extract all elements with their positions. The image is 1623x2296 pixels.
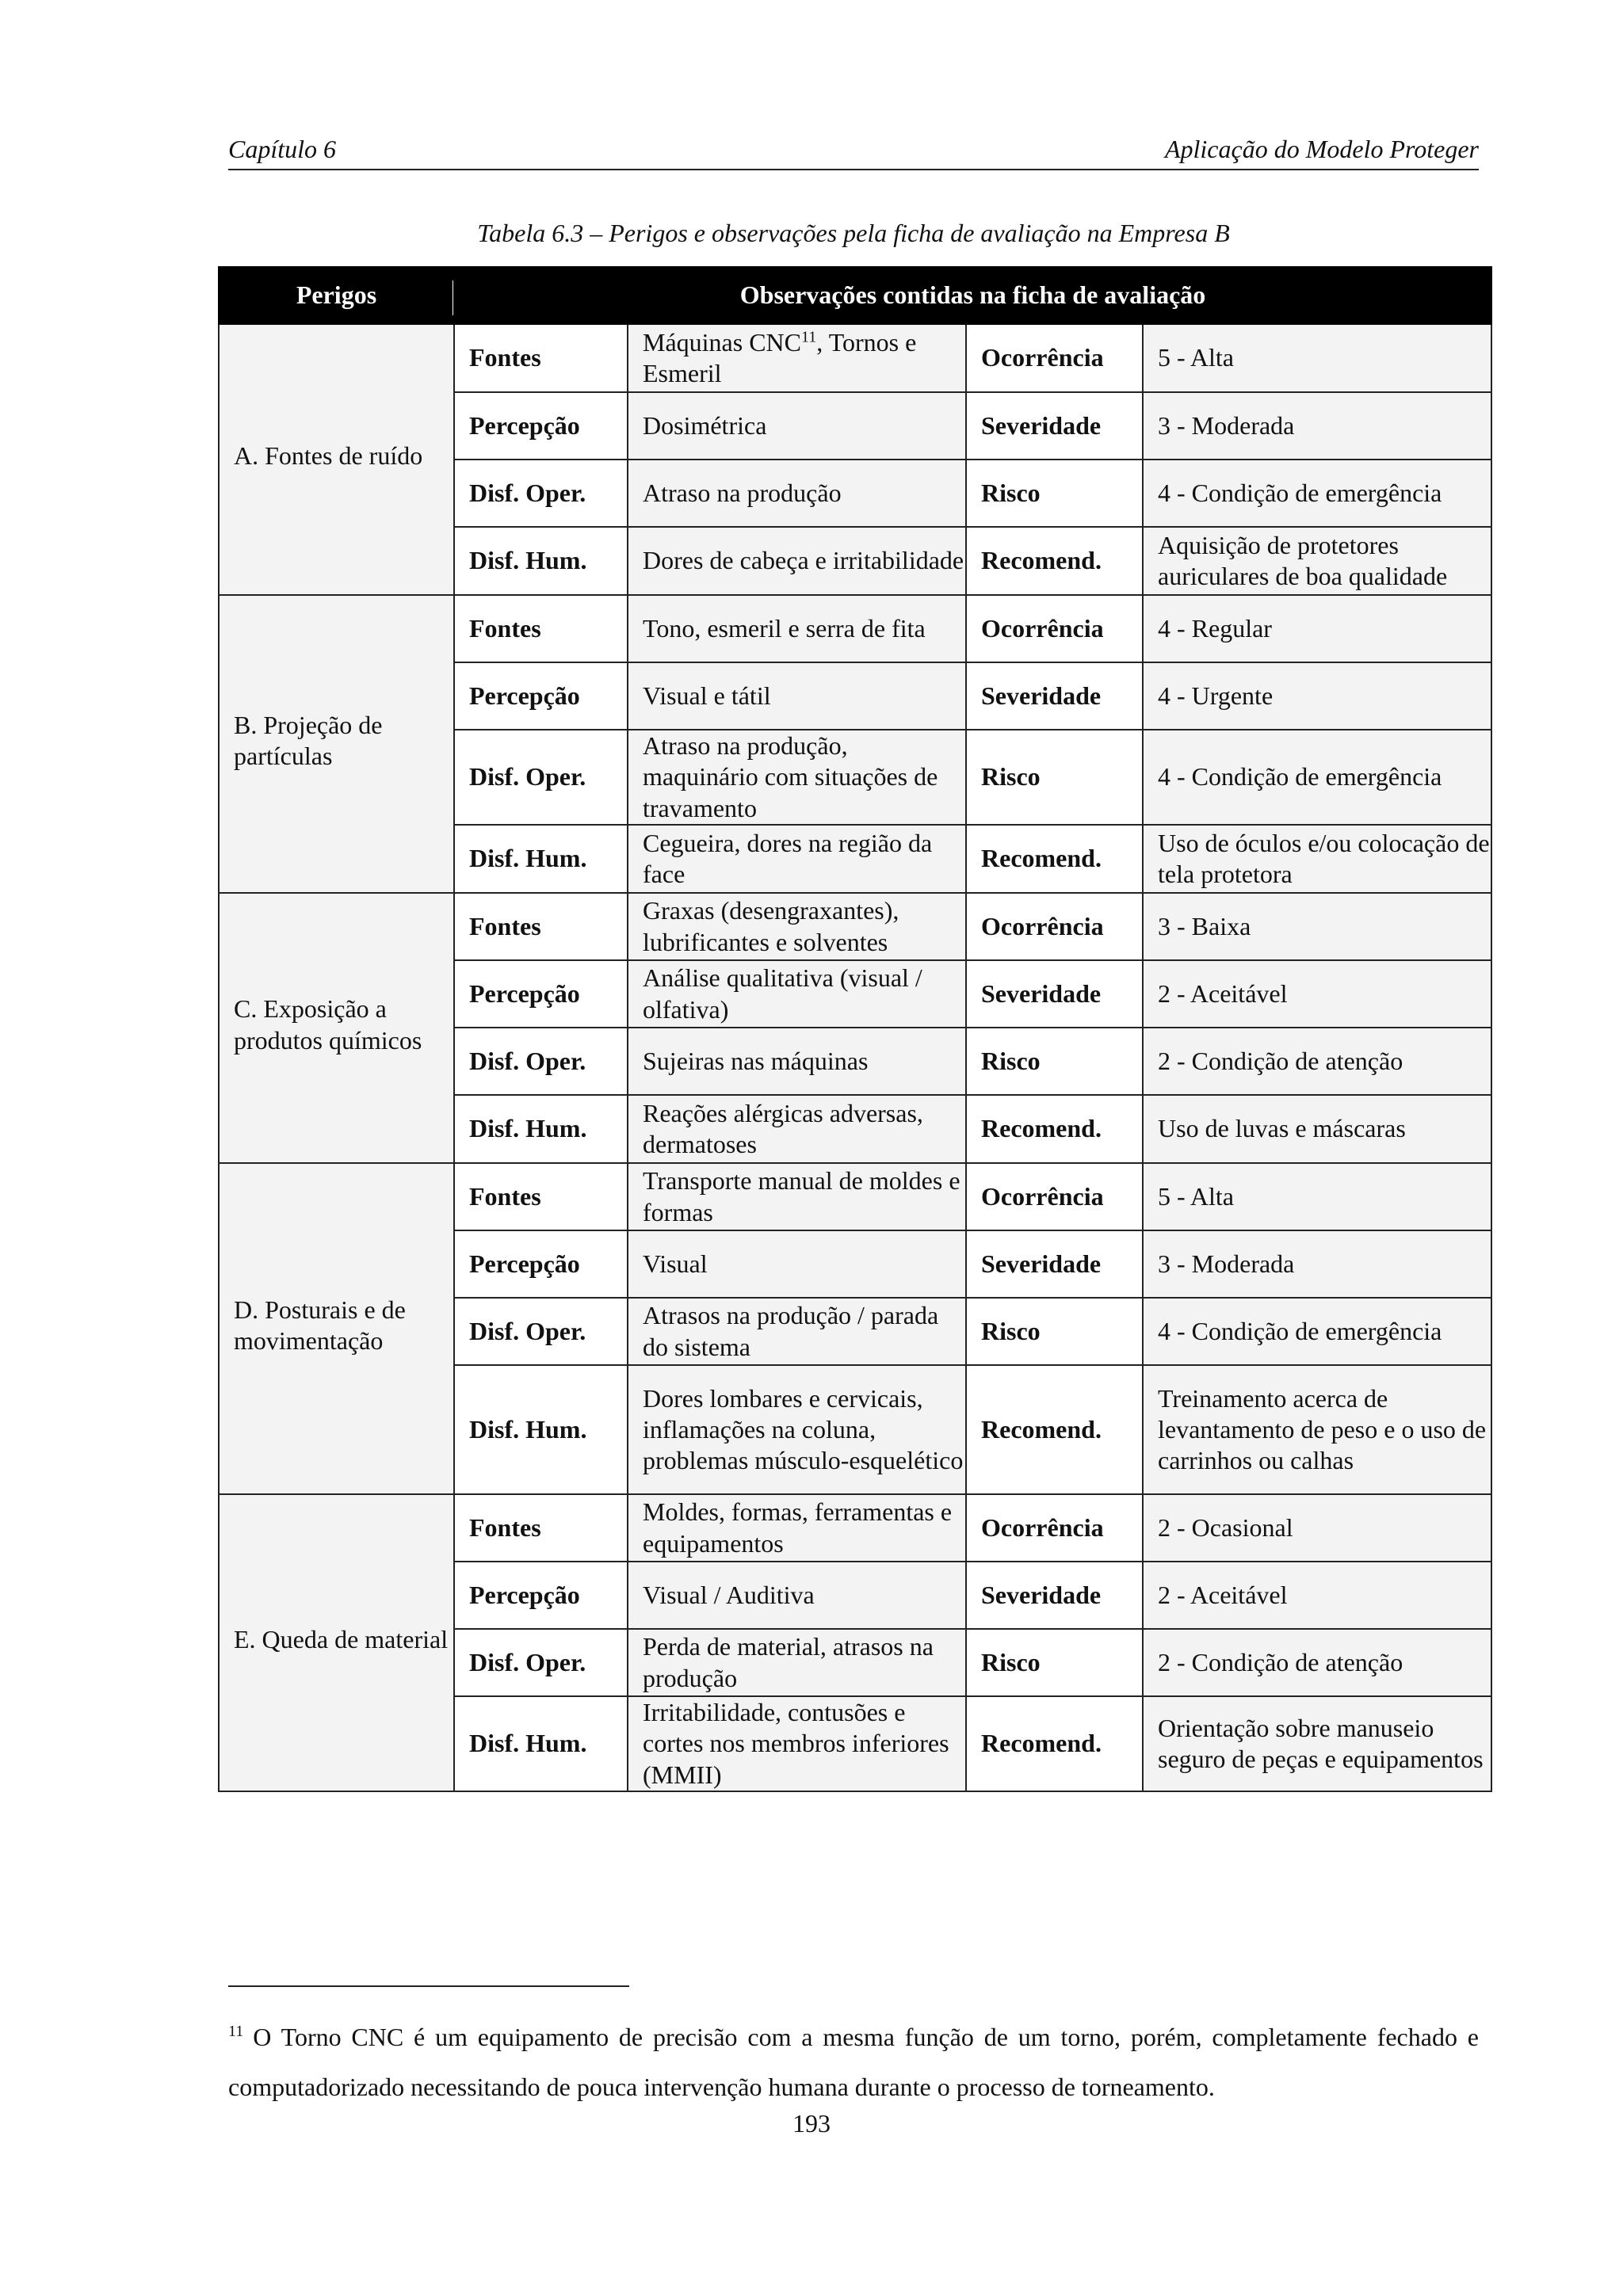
assessment-label: Recomend. <box>966 825 1143 893</box>
assessment-value: 2 - Condição de atenção <box>1143 1629 1491 1696</box>
assessment-value: 2 - Aceitável <box>1143 1562 1491 1629</box>
footnote-divider <box>228 1985 629 1987</box>
assessment-label: Recomend. <box>966 1365 1143 1494</box>
observation-value: Tono, esmeril e serra de fita <box>628 595 966 662</box>
hazard-name: E. Queda de material <box>234 1624 449 1653</box>
page-header <box>228 131 1479 170</box>
observation-value: Sujeiras nas máquinas <box>628 1028 966 1095</box>
hazards-table <box>218 266 1492 1792</box>
observation-value: Cegueira, dores na região da face <box>628 825 966 893</box>
assessment-label: Recomend. <box>966 1696 1143 1791</box>
assessment-value: Uso de luvas e máscaras <box>1143 1095 1491 1163</box>
assessment-value: 3 - Baixa <box>1143 893 1491 960</box>
assessment-value: 2 - Ocasional <box>1143 1494 1491 1562</box>
hazard-name: B. Projeção de partículas <box>234 710 383 770</box>
footnote <box>228 2012 1479 2112</box>
observation-value: Visual <box>628 1230 966 1298</box>
observation-label: Percepção <box>454 392 628 460</box>
observation-value: Graxas (desengraxantes), lubrificantes e solventes <box>628 893 966 960</box>
assessment-label: Risco <box>966 1028 1143 1095</box>
assessment-value: 4 - Condição de emergência <box>1143 1298 1491 1365</box>
observation-value: Moldes, formas, ferramentas e equipamentos <box>628 1494 966 1562</box>
page-number: 193 <box>792 2109 831 2138</box>
assessment-value: Treinamento acerca de levantamento de peso e o uso de carrinhos ou calhas <box>1143 1365 1491 1494</box>
assessment-label: Recomend. <box>966 1095 1143 1163</box>
assessment-value: 4 - Regular <box>1143 595 1491 662</box>
observation-value <box>628 324 966 392</box>
assessment-label: Recomend. <box>966 527 1143 595</box>
observation-value: Reações alérgicas adversas, dermatoses <box>628 1095 966 1163</box>
assessment-value: 3 - Moderada <box>1143 1230 1491 1298</box>
hazard-name: C. Exposição a produtos químicos <box>234 994 422 1055</box>
assessment-value: 3 - Moderada <box>1143 392 1491 460</box>
assessment-value: Uso de óculos e/ou colocação de tela protetora <box>1143 825 1491 893</box>
header-observacoes: Observações contidas na ficha de avaliação <box>454 267 1491 324</box>
observation-label: Fontes <box>454 595 628 662</box>
observation-label: Fontes <box>454 1494 628 1562</box>
assessment-value: Aquisição de protetores auriculares de boa qualidade <box>1143 527 1491 595</box>
assessment-value: 5 - Alta <box>1143 324 1491 392</box>
footnote-reference: 11 <box>801 328 817 346</box>
table-caption: Tabela 6.3 – Perigos e observações pela ficha de avaliação na Empresa B <box>477 219 1230 247</box>
observation-label: Disf. Oper. <box>454 730 628 825</box>
observation-label: Percepção <box>454 662 628 730</box>
table-row <box>219 1494 1491 1562</box>
observation-value: Perda de material, atrasos na produção <box>628 1629 966 1696</box>
observation-label: Disf. Oper. <box>454 460 628 527</box>
hazard-name: A. Fontes de ruído <box>234 441 423 471</box>
assessment-label: Ocorrência <box>966 1494 1143 1562</box>
hazard-name: D. Posturais e de movimentação <box>234 1295 406 1355</box>
table-row <box>219 595 1491 662</box>
observation-label: Disf. Oper. <box>454 1298 628 1365</box>
observation-value: Transporte manual de moldes e formas <box>628 1163 966 1230</box>
table-row <box>219 324 1491 392</box>
assessment-label: Severidade <box>966 960 1143 1028</box>
hazard-cell <box>219 893 454 1163</box>
assessment-value: 4 - Condição de emergência <box>1143 460 1491 527</box>
observation-label: Percepção <box>454 1230 628 1298</box>
observation-value: Análise qualitativa (visual / olfativa) <box>628 960 966 1028</box>
observation-label: Fontes <box>454 324 628 392</box>
assessment-label: Severidade <box>966 392 1143 460</box>
assessment-label: Risco <box>966 730 1143 825</box>
assessment-label: Severidade <box>966 1230 1143 1298</box>
observation-label: Disf. Hum. <box>454 1696 628 1791</box>
header-perigos: Perigos <box>219 267 454 324</box>
observation-value: Visual e tátil <box>628 662 966 730</box>
observation-label: Disf. Oper. <box>454 1028 628 1095</box>
observation-value: Atrasos na produção / parada do sistema <box>628 1298 966 1365</box>
table-body <box>219 324 1491 1791</box>
observation-value-text: Máquinas CNC <box>643 327 801 357</box>
observation-label: Fontes <box>454 893 628 960</box>
assessment-label: Ocorrência <box>966 595 1143 662</box>
assessment-label: Risco <box>966 460 1143 527</box>
observation-value-text: , Tornos e Esmeril <box>643 327 917 387</box>
observation-label: Disf. Hum. <box>454 825 628 893</box>
observation-label: Disf. Hum. <box>454 527 628 595</box>
assessment-label: Risco <box>966 1629 1143 1696</box>
observation-value: Visual / Auditiva <box>628 1562 966 1629</box>
hazard-cell <box>219 1163 454 1494</box>
section-label: Aplicação do Modelo Proteger <box>1164 135 1479 163</box>
observation-label: Percepção <box>454 960 628 1028</box>
table-row <box>219 1163 1491 1230</box>
observation-value: Dores de cabeça e irritabilidade <box>628 527 966 595</box>
assessment-value: 2 - Aceitável <box>1143 960 1491 1028</box>
assessment-value: Orientação sobre manuseio seguro de peças e equipamentos <box>1143 1696 1491 1791</box>
assessment-value: 2 - Condição de atenção <box>1143 1028 1491 1095</box>
observation-label: Fontes <box>454 1163 628 1230</box>
observation-label: Disf. Hum. <box>454 1095 628 1163</box>
assessment-label: Severidade <box>966 1562 1143 1629</box>
hazard-cell <box>219 1494 454 1791</box>
observation-label: Disf. Oper. <box>454 1629 628 1696</box>
table-header-row <box>219 267 1491 324</box>
observation-value: Atraso na produção <box>628 460 966 527</box>
observation-label: Percepção <box>454 1562 628 1629</box>
assessment-value: 5 - Alta <box>1143 1163 1491 1230</box>
assessment-label: Ocorrência <box>966 893 1143 960</box>
observation-label: Disf. Hum. <box>454 1365 628 1494</box>
assessment-label: Ocorrência <box>966 324 1143 392</box>
assessment-label: Severidade <box>966 662 1143 730</box>
assessment-label: Risco <box>966 1298 1143 1365</box>
footnote-text: O Torno CNC é um equipamento de precisão com a mesma função de um torno, porém, completamente fechado e computadorizado necessitando de pouca intervenção humana durante o processo de torneamento. <box>228 2023 1479 2101</box>
observation-value: Atraso na produção, maquinário com situações de travamento <box>628 730 966 825</box>
observation-value: Dores lombares e cervicais, inflamações na coluna, problemas músculo-esquelético <box>628 1365 966 1494</box>
assessment-value: 4 - Condição de emergência <box>1143 730 1491 825</box>
footnote-mark: 11 <box>228 2023 244 2041</box>
hazard-cell <box>219 324 454 595</box>
observation-value: Dosimétrica <box>628 392 966 460</box>
assessment-value: 4 - Urgente <box>1143 662 1491 730</box>
hazard-cell <box>219 595 454 893</box>
table-row <box>219 893 1491 960</box>
observation-value: Irritabilidade, contusões e cortes nos membros inferiores (MMII) <box>628 1696 966 1791</box>
assessment-label: Ocorrência <box>966 1163 1143 1230</box>
chapter-label: Capítulo 6 <box>228 135 337 163</box>
